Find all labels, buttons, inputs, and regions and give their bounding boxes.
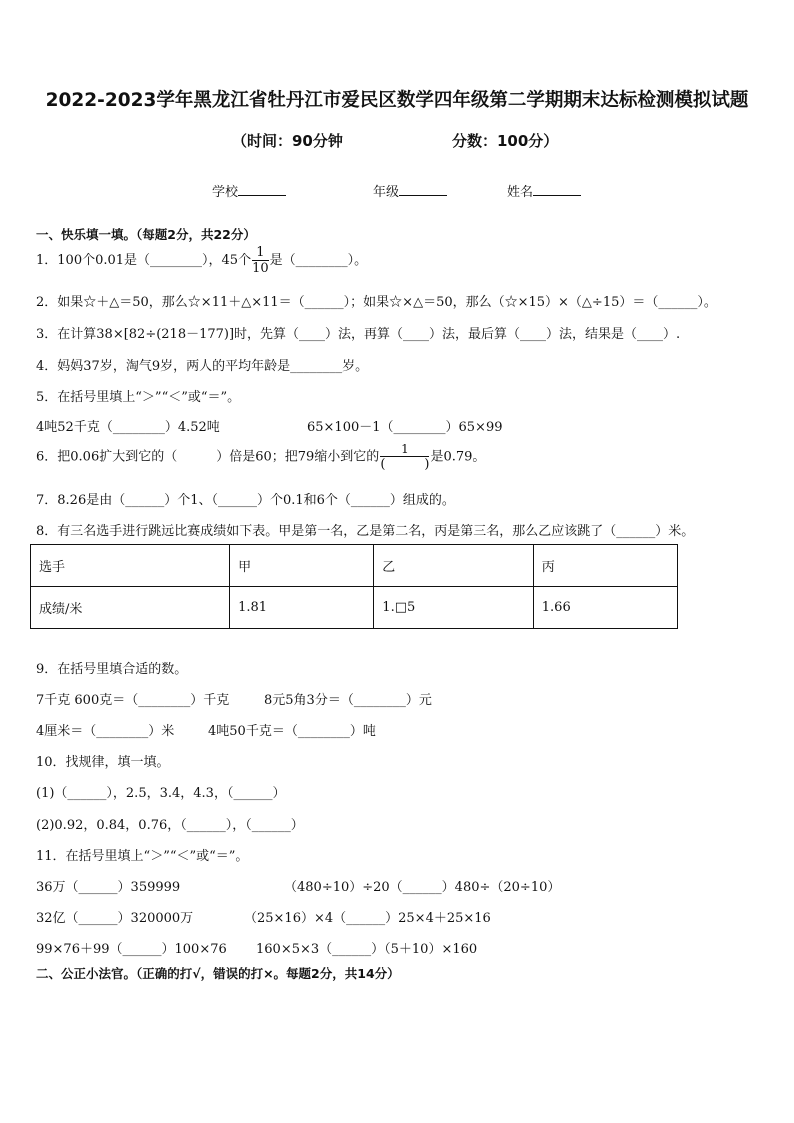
question-8: 8．有三名选手进行跳远比赛成绩如下表。甲是第一名，乙是第二名，丙是第三名，那么乙应该跳了（______）米。 (36, 524, 695, 539)
section2-heading: 二、公正小法官。（正确的打√，错误的打×。每题2分，共14分） (36, 966, 400, 981)
q1-pre: 1．100个0.01是（________），45个 (36, 253, 252, 268)
q6-numerator: 1 (380, 443, 429, 457)
question-1 (36, 246, 367, 275)
q10-item-1: (1)（______），2.5，3.4，4.3，（______） (36, 786, 286, 801)
table-row (31, 587, 678, 629)
q5-item-b: 65×100－1（________）65×99 (307, 420, 503, 435)
question-7: 7．8.26是由（______）个1、（______）个0.1和6个（______）组成的。 (36, 493, 455, 508)
table-cell: 1.81 (230, 587, 374, 629)
school-label: 学校 (212, 185, 239, 200)
question-3: 3．在计算38×[82÷(218－177)]时，先算（____）法，再算（____）法，最后算（____）法，结果是（____）. (36, 327, 681, 342)
table-cell: 1.66 (533, 587, 677, 629)
question-9: 9．在括号里填合适的数。 (36, 662, 188, 677)
q9-item-c: 4厘米＝（________）米 (36, 724, 175, 739)
school-field (212, 181, 286, 200)
q6-fraction (380, 443, 429, 471)
score-table (30, 544, 678, 629)
table-row (31, 545, 678, 587)
question-5: 5．在括号里填上“＞”“＜”或“＝”。 (36, 390, 241, 405)
exam-time: （时间：90分钟 (232, 132, 343, 150)
question-2: 2．如果☆＋△＝50，那么☆×11＋△×11＝（______）；如果☆×△＝50，那么（☆×15）×（△÷15）＝（______）。 (36, 295, 717, 310)
question-4: 4．妈妈37岁，淘气9岁，两人的平均年龄是________岁。 (36, 359, 369, 374)
table-cell: 成绩/米 (31, 587, 230, 629)
q11-item-a: 36万（______）359999 (36, 880, 181, 895)
q1-post: 是（________）。 (269, 253, 368, 268)
q9-item-b: 8元5角3分＝（________）元 (264, 693, 432, 708)
q9-item-d: 4吨50千克＝（________）吨 (208, 724, 376, 739)
question-11: 11．在括号里填上“＞”“＜”或“＝”。 (36, 849, 249, 864)
table-cell: 乙 (374, 545, 533, 587)
q6-post: 是0.79。 (430, 449, 486, 465)
name-label: 姓名 (507, 185, 534, 200)
q5-item-a: 4吨52千克（________）4.52吨 (36, 420, 220, 435)
table-cell: 选手 (31, 545, 230, 587)
q11-item-f: 160×5×3（______）（5＋10）×160 (256, 942, 478, 957)
q1-denominator: 10 (252, 261, 269, 276)
exam-score: 分数：100分） (452, 132, 559, 150)
q11-item-d: （25×16）×4（______）25×4＋25×16 (244, 911, 491, 926)
q11-item-e: 99×76＋99（______）100×76 (36, 942, 227, 957)
question-6 (36, 443, 485, 471)
q6-denominator: ( ) (380, 457, 430, 472)
name-blank (533, 183, 581, 196)
q1-numerator: 1 (252, 246, 269, 261)
table-cell: 甲 (230, 545, 374, 587)
q11-item-c: 32亿（______）320000万 (36, 911, 194, 926)
page-title: 2022-2023学年黑龙江省牡丹江市爱民区数学四年级第二学期期末达标检测模拟试题 (45, 90, 749, 111)
grade-label: 年级 (373, 185, 400, 200)
school-blank (238, 183, 286, 196)
q9-item-a: 7千克 600克＝（________）千克 (36, 693, 230, 708)
table-cell: 1.□5 (374, 587, 533, 629)
q1-fraction (252, 246, 269, 275)
table-cell: 丙 (533, 545, 677, 587)
section1-heading: 一、快乐填一填。（每题2分，共22分） (36, 227, 256, 242)
grade-field (373, 181, 447, 200)
q6-pre: 6．把0.06扩大到它的（ ）倍是60；把79缩小到它的 (36, 449, 380, 465)
question-10: 10．找规律，填一填。 (36, 755, 170, 770)
q11-item-b: （480÷10）÷20（______）480÷（20÷10） (284, 880, 561, 895)
grade-blank (399, 183, 447, 196)
name-field (507, 181, 581, 200)
q10-item-2: (2)0.92，0.84，0.76，（______），（______） (36, 818, 304, 833)
